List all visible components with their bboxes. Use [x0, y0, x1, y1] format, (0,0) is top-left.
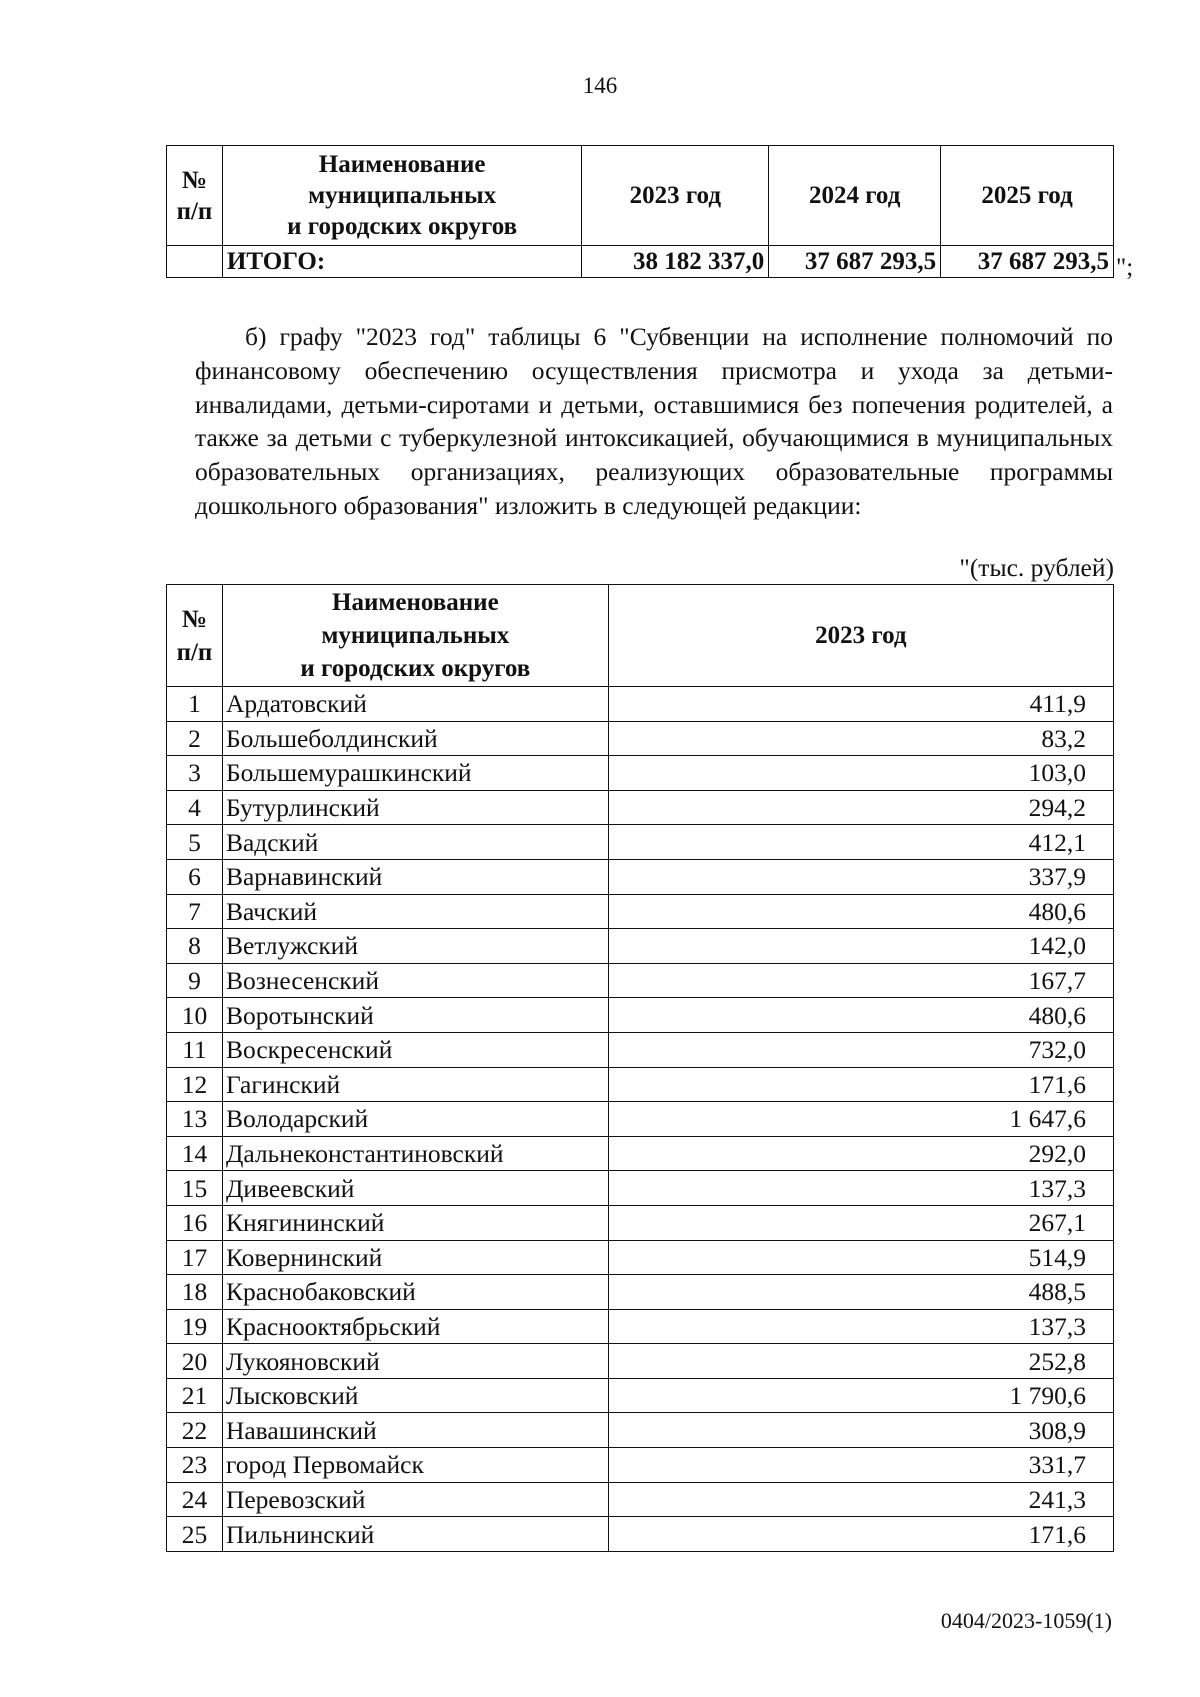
row-value: 252,8: [608, 1344, 1113, 1379]
row-district-name: Ветлужский: [222, 929, 608, 964]
header-num-line: п/п: [176, 197, 213, 225]
row-value: 137,3: [608, 1309, 1113, 1344]
row-district-name: Дальнеконстантиновский: [222, 1136, 608, 1171]
row-number: 12: [167, 1067, 223, 1102]
table-row: [167, 1032, 1114, 1067]
totals-table: [166, 145, 1114, 278]
total-num-cell: [167, 246, 223, 278]
row-number: 10: [167, 998, 223, 1033]
row-number: 2: [167, 721, 223, 756]
row-district-name: Гагинский: [222, 1067, 608, 1102]
header-2024: 2024 год: [769, 146, 941, 246]
row-value: 480,6: [608, 894, 1113, 929]
row-number: 23: [167, 1448, 223, 1483]
total-label: ИТОГО:: [222, 246, 581, 278]
table-row: [167, 1344, 1114, 1379]
row-value: 337,9: [608, 859, 1113, 894]
table-row: [167, 1482, 1114, 1517]
total-2024: 37 687 293,5: [769, 246, 941, 278]
table-row: [167, 1205, 1114, 1240]
closing-quote: ";: [1116, 254, 1134, 281]
table-row: [167, 1136, 1114, 1171]
row-number: 21: [167, 1378, 223, 1413]
row-district-name: Воскресенский: [222, 1032, 608, 1067]
table-row: [167, 1309, 1114, 1344]
row-value: 411,9: [608, 687, 1113, 722]
row-value: 1 790,6: [608, 1378, 1113, 1413]
table-row: [167, 929, 1114, 964]
header-num-line: №: [181, 605, 208, 633]
row-value: 142,0: [608, 929, 1113, 964]
row-value: 514,9: [608, 1240, 1113, 1275]
row-value: 480,6: [608, 998, 1113, 1033]
row-value: 488,5: [608, 1275, 1113, 1310]
table-row: [167, 790, 1114, 825]
row-district-name: Варнавинский: [222, 859, 608, 894]
header-num-line: п/п: [176, 638, 213, 666]
row-number: 22: [167, 1413, 223, 1448]
row-district-name: Лукояновский: [222, 1344, 608, 1379]
row-value: 241,3: [608, 1482, 1113, 1517]
header-name: [222, 146, 581, 246]
row-district-name: Ардатовский: [222, 687, 608, 722]
table-row: [167, 1517, 1114, 1552]
table-row: [167, 894, 1114, 929]
row-value: 267,1: [608, 1205, 1113, 1240]
row-number: 14: [167, 1136, 223, 1171]
row-number: 15: [167, 1171, 223, 1206]
row-value: 171,6: [608, 1517, 1113, 1552]
table-row: [167, 1275, 1114, 1310]
header-num-line: №: [181, 166, 208, 194]
row-number: 4: [167, 790, 223, 825]
table-row: [167, 1448, 1114, 1483]
table-row: [167, 859, 1114, 894]
table-row: [167, 1240, 1114, 1275]
row-value: 171,6: [608, 1067, 1113, 1102]
row-district-name: Навашинский: [222, 1413, 608, 1448]
row-number: 9: [167, 963, 223, 998]
header-num: [167, 146, 223, 246]
unit-label: "(тыс. рублей): [959, 553, 1114, 582]
row-district-name: Лысковский: [222, 1378, 608, 1413]
header-2023: 2023 год: [608, 585, 1113, 687]
row-number: 1: [167, 687, 223, 722]
header-name-line: Наименование: [332, 589, 499, 616]
row-district-name: Перевозский: [222, 1482, 608, 1517]
row-number: 20: [167, 1344, 223, 1379]
table-row: [167, 1378, 1114, 1413]
row-district-name: Краснооктябрьский: [222, 1309, 608, 1344]
row-number: 13: [167, 1102, 223, 1137]
row-district-name: Ковернинский: [222, 1240, 608, 1275]
table-row: [167, 1102, 1114, 1137]
header-name-line: муниципальных: [321, 622, 510, 649]
row-number: 25: [167, 1517, 223, 1552]
header-name-line: муниципальных: [308, 182, 497, 209]
row-value: 167,7: [608, 963, 1113, 998]
row-district-name: Вадский: [222, 825, 608, 860]
row-district-name: Вознесенский: [222, 963, 608, 998]
table-row: [167, 963, 1114, 998]
row-district-name: Краснобаковский: [222, 1275, 608, 1310]
row-district-name: Бутурлинский: [222, 790, 608, 825]
row-number: 6: [167, 859, 223, 894]
header-2025: 2025 год: [941, 146, 1114, 246]
row-number: 11: [167, 1032, 223, 1067]
amendment-paragraph: б) графу "2023 год" таблицы 6 "Субвенции на исполнение полномочий по финансовому обеспечению осуществления присмотра и ухода за детьми-инвалидами, детьми-сиротами и детьми, оставшимися без попечения родителей, а также за детьми с туберкулезной интоксикацией, обучающимися в муниципальных образовательных организациях, реализующих образовательные программы дошкольного образования" изложить в следующей редакции:: [195, 322, 1113, 520]
row-district-name: Пильнинский: [222, 1517, 608, 1552]
row-district-name: Большеболдинский: [222, 721, 608, 756]
row-district-name: Вачский: [222, 894, 608, 929]
row-value: 137,3: [608, 1171, 1113, 1206]
row-number: 18: [167, 1275, 223, 1310]
subvention-table: [166, 584, 1114, 1552]
total-2025: 37 687 293,5: [941, 246, 1114, 278]
row-number: 7: [167, 894, 223, 929]
table-row: [167, 1171, 1114, 1206]
row-value: 103,0: [608, 756, 1113, 791]
table-row: [167, 756, 1114, 791]
row-district-name: город Первомайск: [222, 1448, 608, 1483]
total-2023: 38 182 337,0: [582, 246, 769, 278]
row-value: 294,2: [608, 790, 1113, 825]
header-name: [222, 585, 608, 687]
row-number: 3: [167, 756, 223, 791]
row-district-name: Воротынский: [222, 998, 608, 1033]
table-row: [167, 1413, 1114, 1448]
row-number: 16: [167, 1205, 223, 1240]
row-number: 8: [167, 929, 223, 964]
total-row: [167, 246, 1114, 278]
table-row: [167, 687, 1114, 722]
table-row: [167, 1067, 1114, 1102]
page-number: 146: [582, 73, 618, 98]
row-number: 19: [167, 1309, 223, 1344]
row-district-name: Володарский: [222, 1102, 608, 1137]
row-value: 292,0: [608, 1136, 1113, 1171]
header-name-line: и городских округов: [300, 655, 531, 682]
row-district-name: Княгининский: [222, 1205, 608, 1240]
header-name-line: и городских округов: [287, 213, 518, 240]
row-district-name: Дивеевский: [222, 1171, 608, 1206]
row-number: 17: [167, 1240, 223, 1275]
document-code: 0404/2023-1059(1): [940, 1608, 1112, 1633]
header-2023: 2023 год: [582, 146, 769, 246]
row-district-name: Большемурашкинский: [222, 756, 608, 791]
row-number: 5: [167, 825, 223, 860]
header-num: [167, 585, 223, 687]
row-value: 83,2: [608, 721, 1113, 756]
row-value: 308,9: [608, 1413, 1113, 1448]
table-row: [167, 825, 1114, 860]
table-row: [167, 998, 1114, 1033]
table-row: [167, 721, 1114, 756]
row-value: 331,7: [608, 1448, 1113, 1483]
row-number: 24: [167, 1482, 223, 1517]
row-value: 412,1: [608, 825, 1113, 860]
header-name-line: Наименование: [318, 151, 486, 178]
row-value: 732,0: [608, 1032, 1113, 1067]
row-value: 1 647,6: [608, 1102, 1113, 1137]
